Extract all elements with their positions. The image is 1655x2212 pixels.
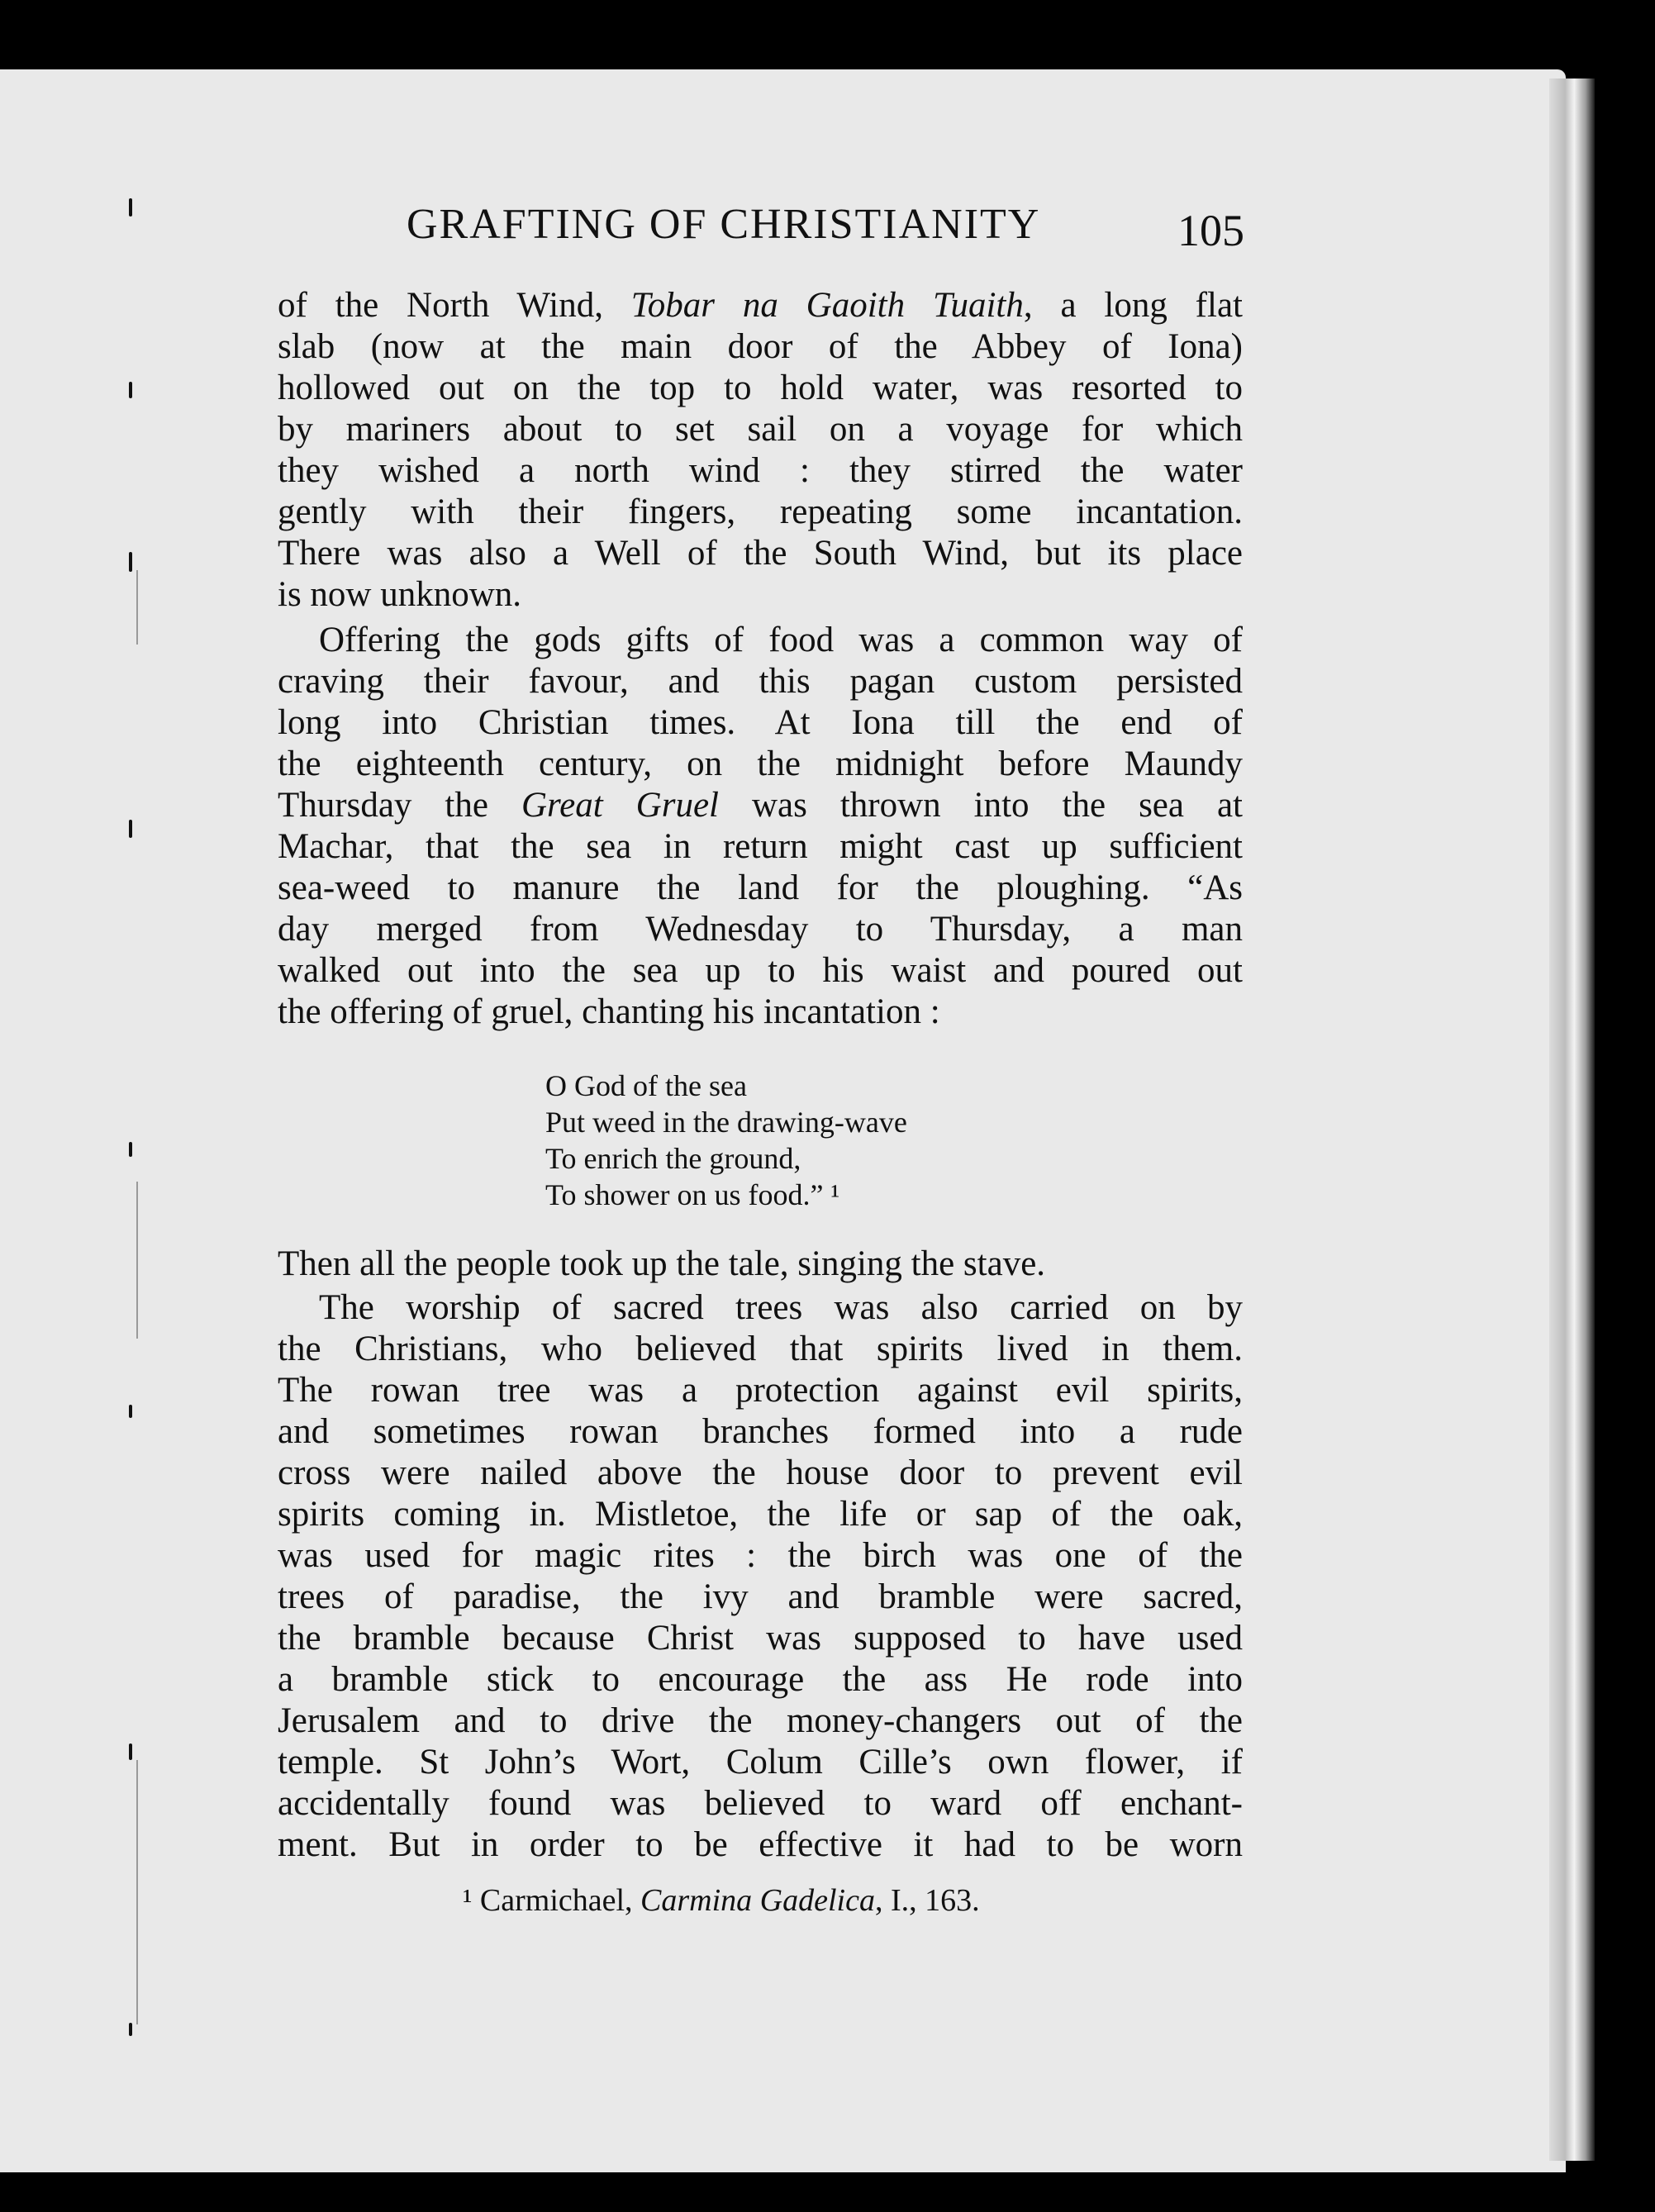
text-line: walked out into the sea up to his waist and poured out <box>278 951 1243 990</box>
text-line: day merged from Wednesday to Thursday, a man <box>278 910 1243 949</box>
text-line: of the North Wind, Tobar na Gaoith Tuaith, a long flat <box>278 286 1243 325</box>
text-line: Then all the people took up the tale, singing the stave. <box>278 1244 1046 1283</box>
text-line: is now unknown. <box>278 575 522 614</box>
text-line: and sometimes rowan branches formed into a rude <box>278 1412 1243 1451</box>
text-line: Offering the gods gifts of food was a common way of <box>319 621 1243 659</box>
text-line: sea-weed to manure the land for the ploughing. “As <box>278 868 1243 907</box>
text-line: long into Christian times. At Iona till the end of <box>278 703 1243 742</box>
gutter-line <box>136 570 138 645</box>
verse-line: To enrich the ground, <box>545 1142 801 1175</box>
page-edge <box>1549 78 1595 2161</box>
text-line: There was also a Well of the South Wind, but its place <box>278 534 1243 573</box>
text-line: The rowan tree was a protection against evil spirits, <box>278 1371 1243 1410</box>
verse-line: To shower on us food.” ¹ <box>545 1178 840 1211</box>
running-head: GRAFTING OF CHRISTIANITY <box>407 201 1041 248</box>
gutter-marks <box>122 198 147 2049</box>
text-line: they wished a north wind : they stirred the water <box>278 451 1243 490</box>
text-line: temple. St John’s Wort, Colum Cille’s own flower, if <box>278 1743 1243 1781</box>
page-number: 105 <box>1177 206 1244 255</box>
text-line: was used for magic rites : the birch was one of the <box>278 1536 1243 1575</box>
footnote-marker: ¹ <box>463 1883 473 1918</box>
text-line: by mariners about to set sail on a voyage for which <box>278 410 1243 449</box>
verse-line: Put weed in the drawing-wave <box>545 1106 907 1139</box>
text-line: Thursday the Great Gruel was thrown into the sea at <box>278 786 1244 825</box>
text-line: the bramble because Christ was supposed to have used <box>278 1619 1243 1658</box>
verse-line: O God of the sea <box>545 1069 747 1102</box>
text-line: accidentally found was believed to ward off enchant- <box>278 1784 1243 1823</box>
text-line: the offering of gruel, chanting his incantation : <box>278 992 940 1031</box>
text-line: gently with their fingers, repeating some incantation. <box>278 492 1243 531</box>
footnote: ¹ Carmichael, Carmina Gadelica, I., 163. <box>463 1883 980 1918</box>
text-line: The worship of sacred trees was also carried on by <box>319 1288 1243 1327</box>
gutter-line <box>136 1760 138 2024</box>
text-line: slab (now at the main door of the Abbey of Iona) <box>278 327 1243 366</box>
text-line: spirits coming in. Mistletoe, the life or sap of the oak, <box>278 1495 1243 1534</box>
text-line: the Christians, who believed that spirits lived in them. <box>278 1330 1243 1368</box>
text-line: ment. But in order to be effective it had to be worn <box>278 1825 1243 1864</box>
text-line: Machar, that the sea in return might cast up sufficient <box>278 827 1243 866</box>
text-line: a bramble stick to encourage the ass He rode into <box>278 1660 1243 1699</box>
text-line: the eighteenth century, on the midnight before Maundy <box>278 744 1243 783</box>
text-line: trees of paradise, the ivy and bramble were sacred, <box>278 1577 1243 1616</box>
text-line: Jerusalem and to drive the money-changers out of the <box>278 1701 1243 1740</box>
text-line: hollowed out on the top to hold water, was resorted to <box>278 369 1243 407</box>
gutter-line <box>136 1182 138 1339</box>
text-line: craving their favour, and this pagan custom persisted <box>278 662 1243 701</box>
text-line: cross were nailed above the house door to prevent evil <box>278 1453 1243 1492</box>
